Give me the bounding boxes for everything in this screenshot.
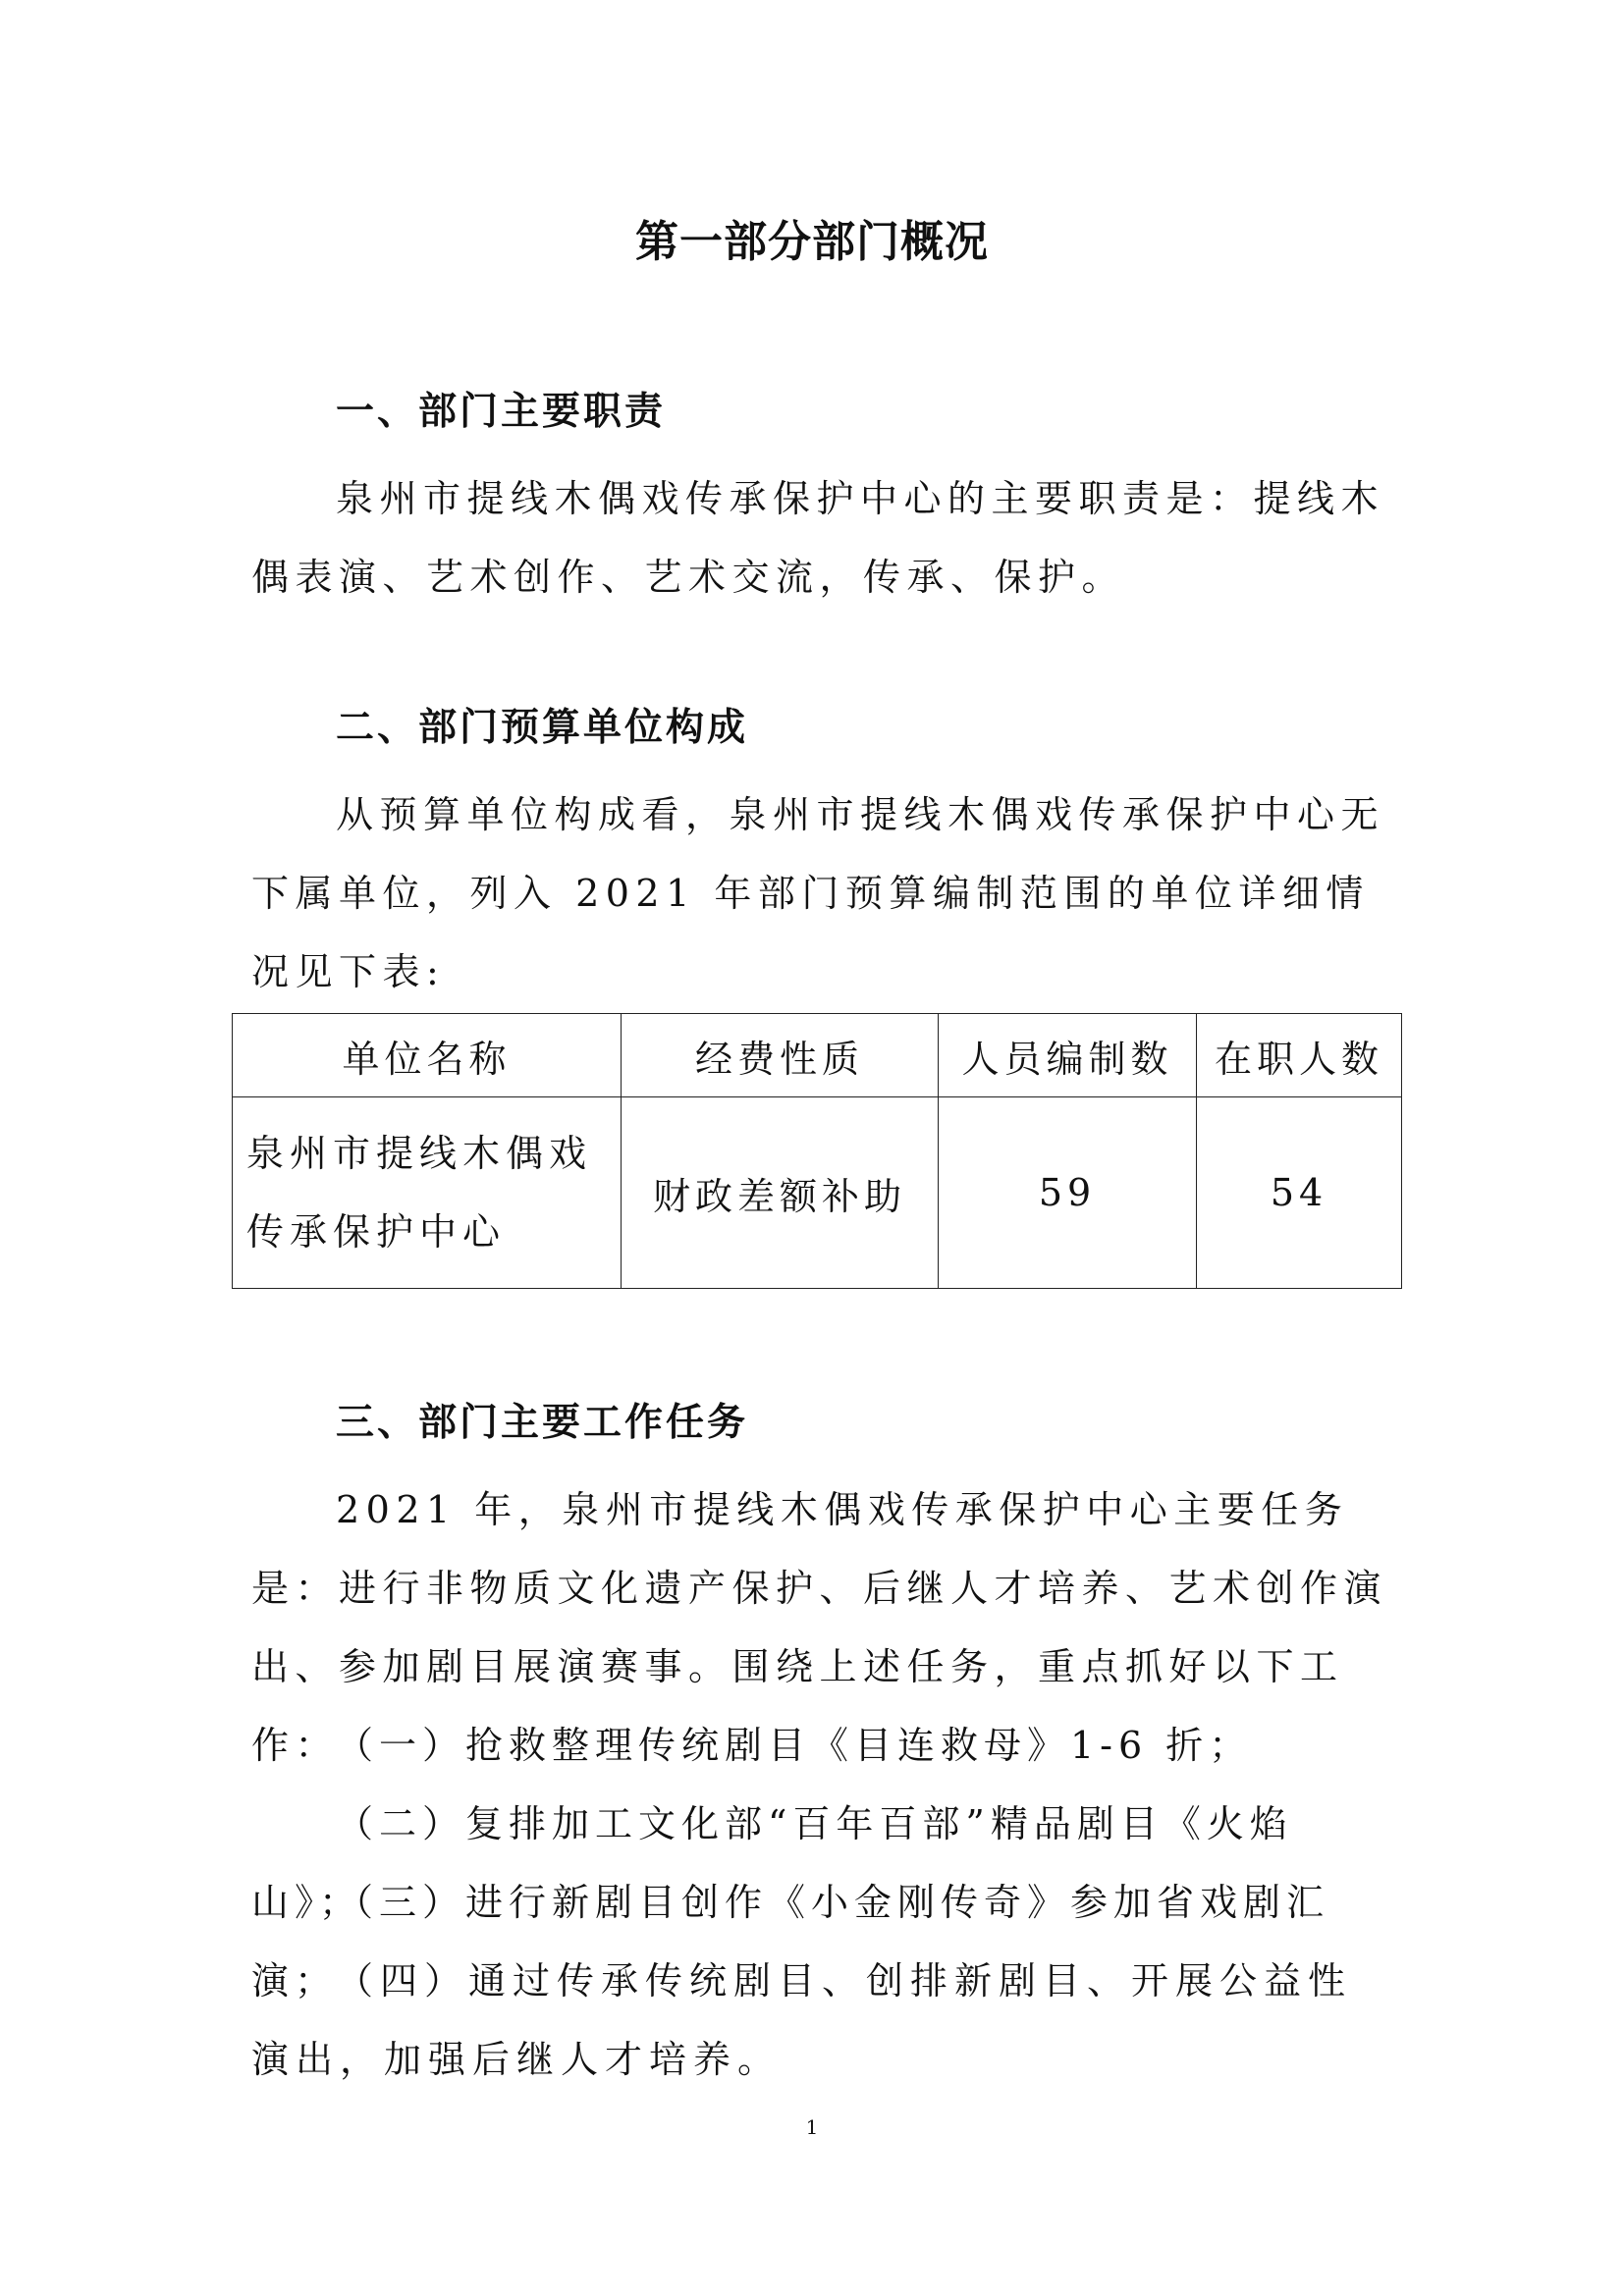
column-header-staff-quota: 人员编制数 xyxy=(939,1014,1197,1097)
budget-unit-table xyxy=(232,1013,1402,1289)
section-heading-budget-units: 二、部门预算单位构成 xyxy=(336,706,749,750)
cell-staff-quota: 59 xyxy=(939,1097,1197,1289)
section-heading-main-tasks: 三、部门主要工作任务 xyxy=(336,1401,749,1445)
column-header-funding-type: 经费性质 xyxy=(622,1014,939,1097)
task-item-3: （三）进行新剧目创作《小金刚传奇》参加省戏剧汇演； xyxy=(251,1881,1330,2002)
task-item-1: （一）抢救整理传统剧目《目连救母》1-6 折； xyxy=(336,1724,1253,1767)
budget-units-paragraph: 从预算单位构成看，泉州市提线木偶戏传承保护中心无下属单位，列入 2021 年部门预算编制范围的单位详细情况见下表: xyxy=(251,793,1385,993)
cell-funding-type: 财政差额补助 xyxy=(622,1097,939,1289)
section-heading-duties: 一、部门主要职责 xyxy=(336,390,667,434)
task-item-4: （四）通过传承传统剧目、创排新剧目、开展公益性演出，加强后继人才培养。 xyxy=(251,1959,1353,2081)
table-row xyxy=(233,1097,1402,1289)
cell-staff-actual: 54 xyxy=(1197,1097,1402,1289)
duties-paragraph: 泉州市提线木偶戏传承保护中心的主要职责是：提线木偶表演、艺术创作、艺术交流，传承、保护。 xyxy=(251,477,1385,599)
column-header-unit-name: 单位名称 xyxy=(233,1014,622,1097)
page-number: 1 xyxy=(805,2115,819,2139)
cell-unit-name: 泉州市提线木偶戏传承保护中心 xyxy=(233,1097,622,1289)
task-item-2: （二）复排加工文化部“百年百部”精品剧目《火焰山》； xyxy=(251,1802,1293,1924)
table-header-row xyxy=(233,1014,1402,1097)
main-tasks-paragraph: 2021 年，泉州市提线木偶戏传承保护中心主要任务是：进行非物质文化遗产保护、后继人才培养、艺术创作演出、参加剧目展演赛事。围绕上述任务，重点抓好以下工作： xyxy=(251,1488,1388,1767)
column-header-staff-actual: 在职人数 xyxy=(1197,1014,1402,1097)
page-title: 第一部分部门概况 xyxy=(635,217,989,267)
